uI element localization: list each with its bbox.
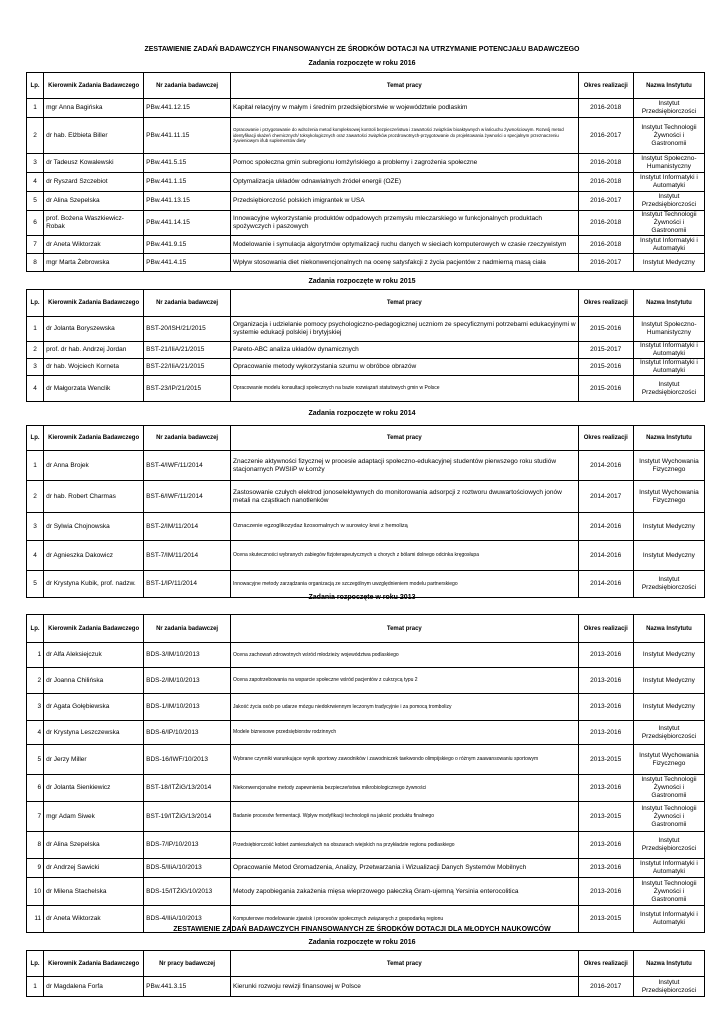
row-institute: Instytut Wychowania Fizycznego	[633, 451, 704, 481]
row-period: 2013-2016	[578, 878, 633, 906]
row-number: BST-6/IWF/11/2014	[144, 481, 231, 513]
header-number: Nr pracy badawczej	[144, 951, 231, 977]
table-row	[27, 154, 705, 173]
row-institute: Instytut Technologii Żywności i Gastronomii	[633, 802, 704, 832]
row-period: 2014-2016	[578, 571, 633, 598]
row-leader: dr hab. Robert Charmas	[44, 481, 144, 513]
row-lp: 2	[27, 118, 44, 154]
row-period: 2016-2017	[578, 118, 633, 154]
table-row	[27, 481, 705, 513]
row-period: 2013-2016	[578, 721, 633, 745]
row-topic: Pareto-ABC analiza układów dynamicznych	[231, 342, 579, 359]
row-leader: dr Jerzy Miller	[44, 745, 144, 775]
row-topic: Optymalizacja układów odnawialnych źródeł energii (OZE)	[231, 173, 579, 192]
table-row	[27, 376, 705, 402]
document-title: ZESTAWIENIE ZADAŃ BADAWCZYCH FINANSOWANYCH ZE ŚRODKÓW DOTACJI NA UTRZYMANIE POTENCJAŁU BADAWCZEGO	[144, 46, 580, 53]
header-leader: Kierownik Zadania Badawczego	[44, 73, 144, 99]
row-period: 2015-2016	[578, 359, 633, 376]
section-title-2013: Zadania rozpoczęte w roku 2013	[308, 594, 416, 601]
row-lp: 2	[27, 668, 44, 694]
row-period: 2016-2017	[578, 977, 633, 997]
row-lp: 1	[27, 977, 44, 997]
section-title-2014: Zadania rozpoczęte w roku 2014	[308, 410, 416, 417]
row-leader: dr Alina Szepelska	[44, 192, 144, 211]
table-row	[27, 211, 705, 236]
row-leader: dr Krystyna Kubik, prof. nadzw.	[44, 571, 144, 598]
row-period: 2013-2016	[578, 859, 633, 878]
row-lp: 1	[27, 451, 44, 481]
table-row	[27, 859, 705, 878]
header-lp: Lp.	[27, 615, 44, 643]
row-institute: Instytut Społeczno-Humanistyczny	[633, 154, 704, 173]
row-topic: Jakość życia osób po udarze mózgu niedokrwiennym leczonym tradycyjnie i za pomocą trombolizy	[231, 694, 579, 721]
header-period: Okres realizacji	[578, 951, 633, 977]
row-period: 2016-2018	[578, 211, 633, 236]
tasks-table-2016	[26, 72, 705, 272]
row-leader: dr Alfa Aleksiejczuk	[44, 643, 144, 668]
header-institute: Nazwa Instytutu	[633, 73, 704, 99]
header-period: Okres realizacji	[578, 73, 633, 99]
tasks-table-2014	[26, 425, 705, 598]
row-institute: Instytut Medyczny	[633, 513, 704, 541]
row-leader: dr Krystyna Leszczewska	[44, 721, 144, 745]
header-topic: Temat pracy	[231, 426, 579, 451]
row-lp: 9	[27, 859, 44, 878]
row-topic: Opracowanie i przygotowanie do wdrożenia metod kompleksowej kontroli bezpieczeństwa i zawartości związków bioaktywnych w łańcuchu żywnościowym. Rozwój metod identyfikacji skażeń chemicznych/ toksykologicznych oraz zawartości związków prozdrowotnych-przygotowanie do projektowania żywności o specjalnym przeznaczeniu żywieniowym i/lub suplementów diety	[231, 118, 579, 154]
row-institute: Instytut Przedsiębiorczości	[633, 192, 704, 211]
row-institute: Instytut Informatyki i Automatyki	[633, 342, 704, 359]
row-institute: Instytut Przedsiębiorczości	[633, 977, 704, 997]
row-period: 2015-2016	[578, 376, 633, 402]
row-period: 2016-2018	[578, 173, 633, 192]
row-lp: 10	[27, 878, 44, 906]
row-topic: Opracowanie Metod Gromadzenia, Analizy, Przetwarzania i Wizualizacji Danych Systemów Mobilnych	[231, 859, 579, 878]
row-topic: Komputerowe modelowanie zjawisk i procesów społecznych związanych z gospodarką regionu	[231, 906, 579, 933]
row-lp: 8	[27, 254, 44, 272]
row-number: BDS-15/ITŻiG/10/2013	[144, 878, 231, 906]
row-lp: 8	[27, 832, 44, 859]
table-row	[27, 99, 705, 118]
row-number: BST-2/IM/11/2014	[144, 513, 231, 541]
row-number: BST-21/IIiA/21/2015	[144, 342, 231, 359]
header-topic: Temat pracy	[231, 290, 579, 317]
row-number: PBw.441.5.15	[144, 154, 231, 173]
row-leader: dr Sylwia Chojnowska	[44, 513, 144, 541]
row-number: BST-20/ISH/21/2015	[144, 317, 231, 342]
table-row	[27, 317, 705, 342]
row-period: 2014-2017	[578, 481, 633, 513]
tasks-table-2015	[26, 289, 705, 402]
row-number: PBw.441.1.15	[144, 173, 231, 192]
row-institute: Instytut Wychowania Fizycznego	[633, 745, 704, 775]
row-topic: Ocena zachowań zdrowotnych wśród młodzieży województwa podlaskiego	[231, 643, 579, 668]
header-lp: Lp.	[27, 290, 44, 317]
row-lp: 2	[27, 342, 44, 359]
row-topic: Organizacja i udzielanie pomocy psychologiczno-pedagogicznej uczniom ze specyficznymi potrzebami edukacyjnymi w systemie edukacji polskiej i brytyjskiej	[231, 317, 579, 342]
row-leader: dr Aneta Wiktorzak	[44, 236, 144, 254]
row-leader: dr Alina Szepelska	[44, 832, 144, 859]
row-number: PBw.441.3.15	[144, 977, 231, 997]
header-number: Nr zadania badawczej	[144, 290, 231, 317]
table-row	[27, 694, 705, 721]
row-number: BST-4/IWF/11/2014	[144, 451, 231, 481]
row-institute: Instytut Przedsiębiorczości	[633, 571, 704, 598]
table-row	[27, 254, 705, 272]
row-number: PBw.441.11.15	[144, 118, 231, 154]
row-institute: Instytut Przedsiębiorczości	[633, 376, 704, 402]
row-topic: Ocena skuteczności wybranych zabiegów fizjoterapeutycznych u chorych z bólami dolnego odcinka kręgosłupa	[231, 541, 579, 571]
table-row	[27, 173, 705, 192]
table-row	[27, 878, 705, 906]
row-lp: 1	[27, 643, 44, 668]
row-topic: Modele biznesowe przedsiębiorstw rodzinnych	[231, 721, 579, 745]
row-number: BDS-1/IM/10/2013	[144, 694, 231, 721]
row-topic: Opracowanie modelu konsultacji społecznych na bazie rozwiązań statutowych gmin w Polsce	[231, 376, 579, 402]
row-number: BST-18/ITŻiG/13/2014	[144, 775, 231, 802]
row-institute: Instytut Technologii Żywności i Gastronomii	[633, 211, 704, 236]
row-lp: 11	[27, 906, 44, 933]
row-institute: Instytut Medyczny	[633, 694, 704, 721]
table-row	[27, 775, 705, 802]
table-row	[27, 118, 705, 154]
row-number: BST-22/IIiA/21/2015	[144, 359, 231, 376]
row-lp: 1	[27, 317, 44, 342]
table-header-row	[27, 615, 705, 643]
row-lp: 3	[27, 694, 44, 721]
header-topic: Temat pracy	[231, 951, 579, 977]
row-number: PBw.441.14.15	[144, 211, 231, 236]
header-number: Nr zadania badawczej	[144, 615, 231, 643]
row-institute: Instytut Informatyki i Automatyki	[633, 859, 704, 878]
row-lp: 1	[27, 99, 44, 118]
row-leader: dr Małgorzata Wenclik	[44, 376, 144, 402]
row-topic: Kapitał relacyjny w małym i średnim przedsiębiorstwie w województwie podlaskim	[231, 99, 579, 118]
row-period: 2015-2016	[578, 317, 633, 342]
header-lp: Lp.	[27, 951, 44, 977]
header-period: Okres realizacji	[578, 426, 633, 451]
header-institute: Nazwa Instytutu	[633, 615, 704, 643]
row-period: 2013-2015	[578, 745, 633, 775]
row-topic: Wpływ stosowania diet niekonwencjonalnych na ocenę satysfakcji z życia pacjentów z nadmierną masą ciała	[231, 254, 579, 272]
row-leader: dr Magdalena Forfa	[44, 977, 144, 997]
row-period: 2013-2016	[578, 643, 633, 668]
row-lp: 3	[27, 359, 44, 376]
section-title-young-2016: Zadania rozpoczęte w roku 2016	[308, 939, 416, 946]
row-number: PBw.441.4.15	[144, 254, 231, 272]
header-leader: Kierownik Zadania Badawczego	[44, 426, 144, 451]
row-institute: Instytut Informatyki i Automatyki	[633, 906, 704, 933]
row-period: 2015-2017	[578, 342, 633, 359]
row-period: 2016-2018	[578, 99, 633, 118]
row-topic: Modelowanie i symulacja algorytmów optymalizacji ruchu danych w sieciach komputerowych w czasie rzeczywistym	[231, 236, 579, 254]
row-number: PBw.441.9.15	[144, 236, 231, 254]
section-title-2015: Zadania rozpoczęte w roku 2015	[308, 278, 416, 285]
row-topic: Badanie procesów fermentacji. Wpływ modyfikacji technologii na jakość produktu finalnego	[231, 802, 579, 832]
young-researchers-title: ZESTAWIENIE ZADAŃ BADAWCZYCH FINANSOWANYCH ZE ŚRODKÓW DOTACJI DLA MŁODYCH NAUKOWCÓW	[173, 926, 551, 933]
row-number: BDS-16/IWF/10/2013	[144, 745, 231, 775]
row-topic: Wybrane czynniki warunkujące wynik sportowy zawodników i zawodniczek taekwondo olimpijskiego o różnym zaawansowaniu sportowym	[231, 745, 579, 775]
table-row	[27, 541, 705, 571]
row-period: 2016-2018	[578, 154, 633, 173]
table-row	[27, 451, 705, 481]
row-lp: 4	[27, 541, 44, 571]
row-institute: Instytut Technologii Żywności i Gastronomii	[633, 118, 704, 154]
row-number: BST-19/ITŻiG/13/2014	[144, 802, 231, 832]
table-row	[27, 236, 705, 254]
row-lp: 4	[27, 376, 44, 402]
row-lp: 7	[27, 236, 44, 254]
row-period: 2016-2018	[578, 236, 633, 254]
row-topic: Kierunki rozwoju rewizji finansowej w Polsce	[231, 977, 579, 997]
row-topic: Ocena zapotrzebowania na wsparcie społeczne wśród pacjentów z cukrzycą typu 2	[231, 668, 579, 694]
row-number: BDS-6/IP/10/2013	[144, 721, 231, 745]
row-institute: Instytut Wychowania Fizycznego	[633, 481, 704, 513]
table-row	[27, 721, 705, 745]
header-period: Okres realizacji	[578, 615, 633, 643]
row-leader: dr Andrzej Sawicki	[44, 859, 144, 878]
row-leader: dr Agnieszka Dakowicz	[44, 541, 144, 571]
row-leader: dr Joanna Chilińska	[44, 668, 144, 694]
header-number: Nr zadania badawczej	[144, 426, 231, 451]
row-leader: dr Tadeusz Kowalewski	[44, 154, 144, 173]
row-period: 2013-2015	[578, 802, 633, 832]
table-row	[27, 745, 705, 775]
row-leader: dr Aneta Wiktorzak	[44, 906, 144, 933]
row-topic: Zastosowanie czułych elektrod jonoselektywnych do monitorowania adsorpcji z roztworu dwuwartościowych jonów metali na cząstkach nanotlenków	[231, 481, 579, 513]
row-lp: 3	[27, 154, 44, 173]
row-number: BST-1/IP/11/2014	[144, 571, 231, 598]
row-topic: Innowacyjne metody zarządzania organizacją ze szczególnym uwzględnieniem modelu partnerskiego	[231, 571, 579, 598]
header-topic: Temat pracy	[231, 615, 579, 643]
row-period: 2013-2016	[578, 694, 633, 721]
row-topic: Przedsiębiorczość kobiet zamieszkałych na obszarach wiejskich na przykładzie regionu podlaskiego	[231, 832, 579, 859]
table-row	[27, 977, 705, 997]
header-lp: Lp.	[27, 426, 44, 451]
header-lp: Lp.	[27, 73, 44, 99]
table-header-row	[27, 73, 705, 99]
row-period: 2013-2016	[578, 668, 633, 694]
row-institute: Instytut Społeczno-Humanistyczny	[633, 317, 704, 342]
row-period: 2014-2016	[578, 451, 633, 481]
row-leader: dr Milena Stachelska	[44, 878, 144, 906]
header-leader: Kierownik Zadania Badawczego	[44, 290, 144, 317]
header-institute: Nazwa Instytutu	[633, 951, 704, 977]
row-number: BDS-4/IIiA/10/2013	[144, 906, 231, 933]
table-row	[27, 832, 705, 859]
row-institute: Instytut Technologii Żywności i Gastronomii	[633, 878, 704, 906]
row-period: 2016-2017	[578, 192, 633, 211]
row-institute: Instytut Informatyki i Automatyki	[633, 173, 704, 192]
row-leader: mgr Adam Siwek	[44, 802, 144, 832]
row-institute: Instytut Medyczny	[633, 668, 704, 694]
row-topic: Metody zapobiegania zakażenia mięsa wieprzowego pałeczką Gram-ujemną Yersinia enterocolitica	[231, 878, 579, 906]
row-topic: Niekonwencjonalne metody zapewnienia bezpieczeństwa mikrobiologicznego żywności	[231, 775, 579, 802]
tasks-table-young-2016	[26, 950, 705, 997]
row-topic: Przedsiębiorczość polskich imigrantek w USA	[231, 192, 579, 211]
row-period: 2013-2015	[578, 906, 633, 933]
row-number: PBw.441.13.15	[144, 192, 231, 211]
row-institute: Instytut Medyczny	[633, 541, 704, 571]
row-institute: Instytut Technologii Żywności i Gastronomii	[633, 775, 704, 802]
table-row	[27, 513, 705, 541]
row-institute: Instytut Informatyki i Automatyki	[633, 359, 704, 376]
row-number: PBw.441.12.15	[144, 99, 231, 118]
row-lp: 4	[27, 721, 44, 745]
header-number: Nr zadania badawczej	[144, 73, 231, 99]
row-lp: 5	[27, 571, 44, 598]
row-number: BDS-7/IP/10/2013	[144, 832, 231, 859]
tasks-table-2013	[26, 614, 705, 933]
row-leader: prof. dr hab. Andrzej Jordan	[44, 342, 144, 359]
row-leader: dr Agata Gołębiewska	[44, 694, 144, 721]
row-number: BST-7/IM/11/2014	[144, 541, 231, 571]
row-institute: Instytut Medyczny	[633, 254, 704, 272]
row-lp: 5	[27, 745, 44, 775]
row-leader: dr hab. Wojciech Korneta	[44, 359, 144, 376]
row-leader: prof. Bożena Waszkiewicz-Robak	[44, 211, 144, 236]
table-row	[27, 359, 705, 376]
header-institute: Nazwa Instytutu	[633, 426, 704, 451]
table-header-row	[27, 951, 705, 977]
row-period: 2016-2017	[578, 254, 633, 272]
header-institute: Nazwa Instytutu	[633, 290, 704, 317]
row-topic: Znaczenie aktywności fizycznej w procesie adaptacji społeczno-edukacyjnej studentów pierwszego roku studiów stacjonarnych PWSIiP w Łomży	[231, 451, 579, 481]
row-topic: Opracowanie metody wykorzystania szumu w obróbce obrazów	[231, 359, 579, 376]
row-leader: dr Jolanta Boryszewska	[44, 317, 144, 342]
table-header-row	[27, 426, 705, 451]
header-period: Okres realizacji	[578, 290, 633, 317]
row-lp: 3	[27, 513, 44, 541]
row-topic: Oznaczenie egzoglikozydaz lizosomalnych w surowicy krwi z hemolizą	[231, 513, 579, 541]
row-topic: Innowacyjne wykorzystanie produktów odpadowych przemysłu mleczarskiego w funkcjonalnych produktach spożywczych i paszowych	[231, 211, 579, 236]
row-leader: mgr Marta Żebrowska	[44, 254, 144, 272]
section-title-2016: Zadania rozpoczęte w roku 2016	[308, 60, 416, 67]
row-number: BDS-5/IIiA/10/2013	[144, 859, 231, 878]
header-leader: Kierownik Zadania Badawczego	[44, 951, 144, 977]
row-number: BDS-3/IM/10/2013	[144, 643, 231, 668]
row-leader: dr hab. Elżbieta Biller	[44, 118, 144, 154]
table-row	[27, 668, 705, 694]
row-lp: 5	[27, 192, 44, 211]
row-period: 2014-2016	[578, 513, 633, 541]
row-institute: Instytut Przedsiębiorczości	[633, 99, 704, 118]
row-period: 2013-2016	[578, 832, 633, 859]
row-number: BST-23/IP/21/2015	[144, 376, 231, 402]
row-lp: 2	[27, 481, 44, 513]
row-institute: Instytut Przedsiębiorczości	[633, 721, 704, 745]
table-row	[27, 643, 705, 668]
header-topic: Temat pracy	[231, 73, 579, 99]
table-row	[27, 342, 705, 359]
row-leader: dr Anna Brojek	[44, 451, 144, 481]
row-number: BDS-2/IM/10/2013	[144, 668, 231, 694]
row-period: 2013-2016	[578, 775, 633, 802]
row-topic: Pomoc społeczna gmin subregionu łomżyńskiego a problemy i zagrożenia społeczne	[231, 154, 579, 173]
row-leader: dr Jolanta Sienkiewicz	[44, 775, 144, 802]
row-institute: Instytut Medyczny	[633, 643, 704, 668]
row-lp: 4	[27, 173, 44, 192]
row-lp: 7	[27, 802, 44, 832]
row-lp: 6	[27, 775, 44, 802]
header-leader: Kierownik Zadania Badawczego	[44, 615, 144, 643]
row-leader: dr Ryszard Szczebiot	[44, 173, 144, 192]
row-lp: 6	[27, 211, 44, 236]
row-institute: Instytut Informatyki i Automatyki	[633, 236, 704, 254]
row-institute: Instytut Przedsiębiorczości	[633, 832, 704, 859]
row-leader: mgr Anna Bagińska	[44, 99, 144, 118]
table-header-row	[27, 290, 705, 317]
table-row	[27, 192, 705, 211]
table-row	[27, 802, 705, 832]
row-period: 2014-2016	[578, 541, 633, 571]
